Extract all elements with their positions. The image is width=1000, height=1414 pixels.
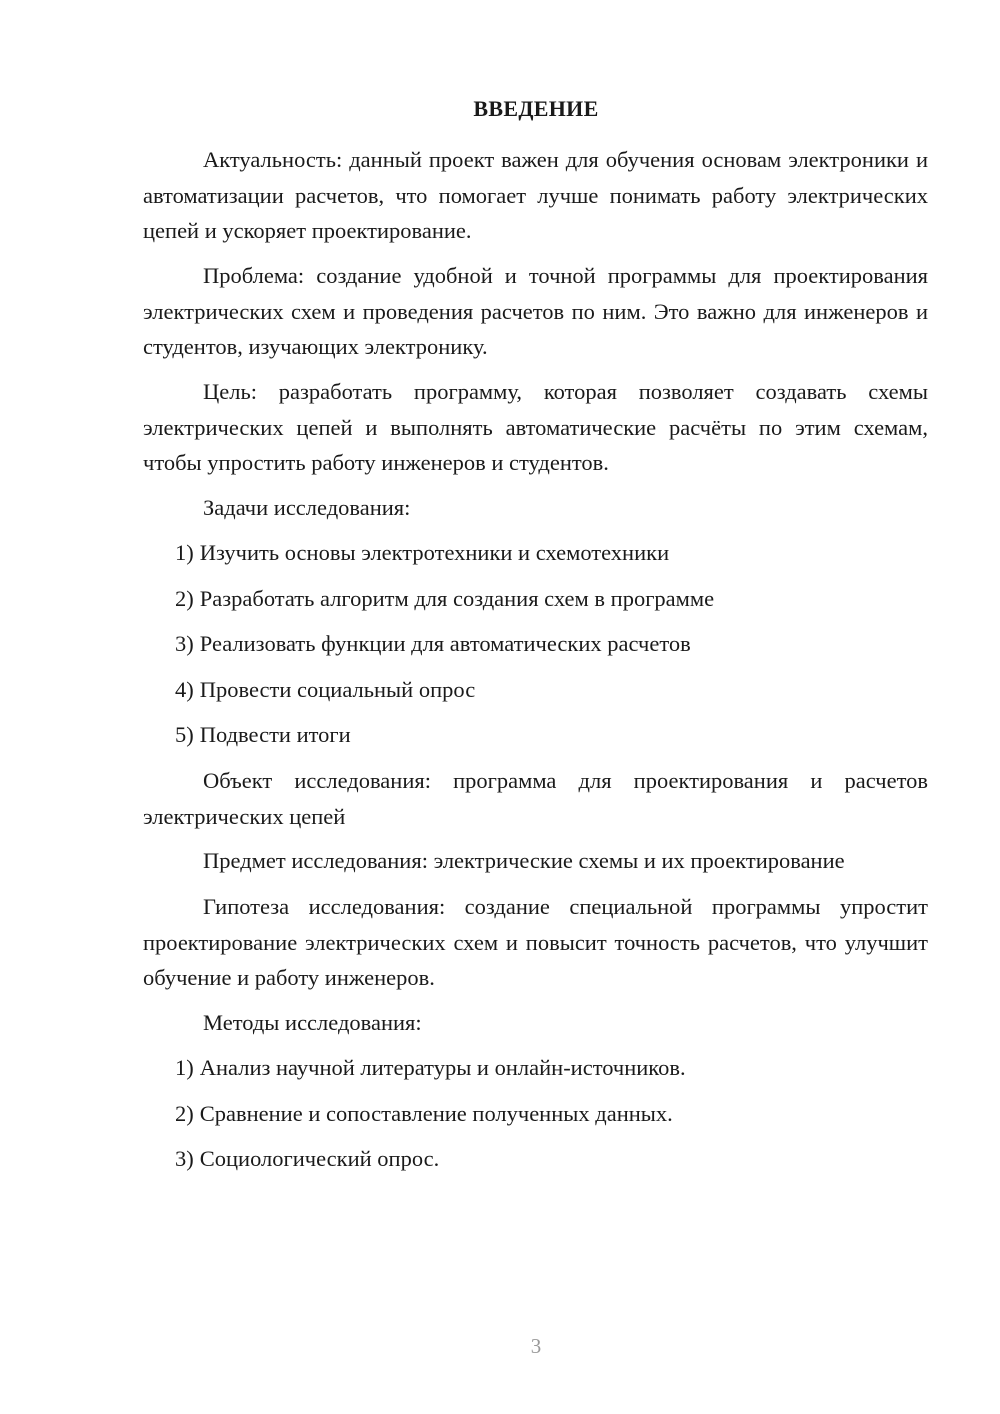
list-item-text: Провести социальный опрос	[199, 677, 476, 702]
object-paragraph: Объект исследования: программа для проектирования и расчетов электрических цепей	[143, 768, 928, 829]
problem-paragraph: Проблема: создание удобной и точной программы для проектирования электрических схем и проведения расчетов по ним. Это важно для инженеров и студентов, изучающих электронику.	[143, 263, 928, 359]
list-item-number: 1)	[175, 1055, 194, 1080]
list-item	[175, 1096, 673, 1132]
list-item	[175, 717, 351, 753]
list-item-number: 4)	[175, 677, 194, 702]
list-item	[175, 581, 714, 617]
list-item-number: 2)	[175, 586, 194, 611]
list-item-number: 2)	[175, 1101, 194, 1126]
methods-heading: Методы исследования:	[203, 1010, 422, 1035]
page-title: ВВЕДЕНИЕ	[473, 96, 599, 121]
list-item-text: Подвести итоги	[199, 722, 351, 747]
goal-paragraph: Цель: разработать программу, которая позволяет создавать схемы электрических цепей и выполнять автоматические расчёты по этим схемам, чтобы упростить работу инженеров и студентов.	[143, 379, 928, 475]
list-item	[175, 1141, 439, 1177]
hypothesis-paragraph: Гипотеза исследования: создание специальной программы упростит проектирование электрических схем и повысит точность расчетов, что улучшит обучение и работу инженеров.	[143, 894, 928, 990]
list-item-text: Реализовать функции для автоматических расчетов	[199, 631, 691, 656]
list-item	[175, 672, 475, 708]
list-item-text: Анализ научной литературы и онлайн-источников.	[199, 1055, 686, 1080]
list-item	[175, 535, 669, 571]
list-item-number: 5)	[175, 722, 194, 747]
list-item-number: 3)	[175, 1146, 194, 1171]
list-item	[175, 1050, 686, 1086]
list-item	[175, 626, 691, 662]
list-item-number: 3)	[175, 631, 194, 656]
page-number: 3	[530, 1334, 542, 1358]
list-item-text: Сравнение и сопоставление полученных данных.	[199, 1101, 673, 1126]
list-item-text: Изучить основы электротехники и схемотехники	[199, 540, 670, 565]
list-item-number: 1)	[175, 540, 194, 565]
list-item-text: Социологический опрос.	[199, 1146, 440, 1171]
list-item-text: Разработать алгоритм для создания схем в программе	[199, 586, 715, 611]
tasks-heading: Задачи исследования:	[203, 495, 411, 520]
relevance-paragraph: Актуальность: данный проект важен для обучения основам электроники и автоматизации расчетов, что помогает лучше понимать работу электрических цепей и ускоряет проектирование.	[143, 147, 928, 243]
subject-paragraph: Предмет исследования: электрические схемы и их проектирование	[203, 848, 845, 873]
